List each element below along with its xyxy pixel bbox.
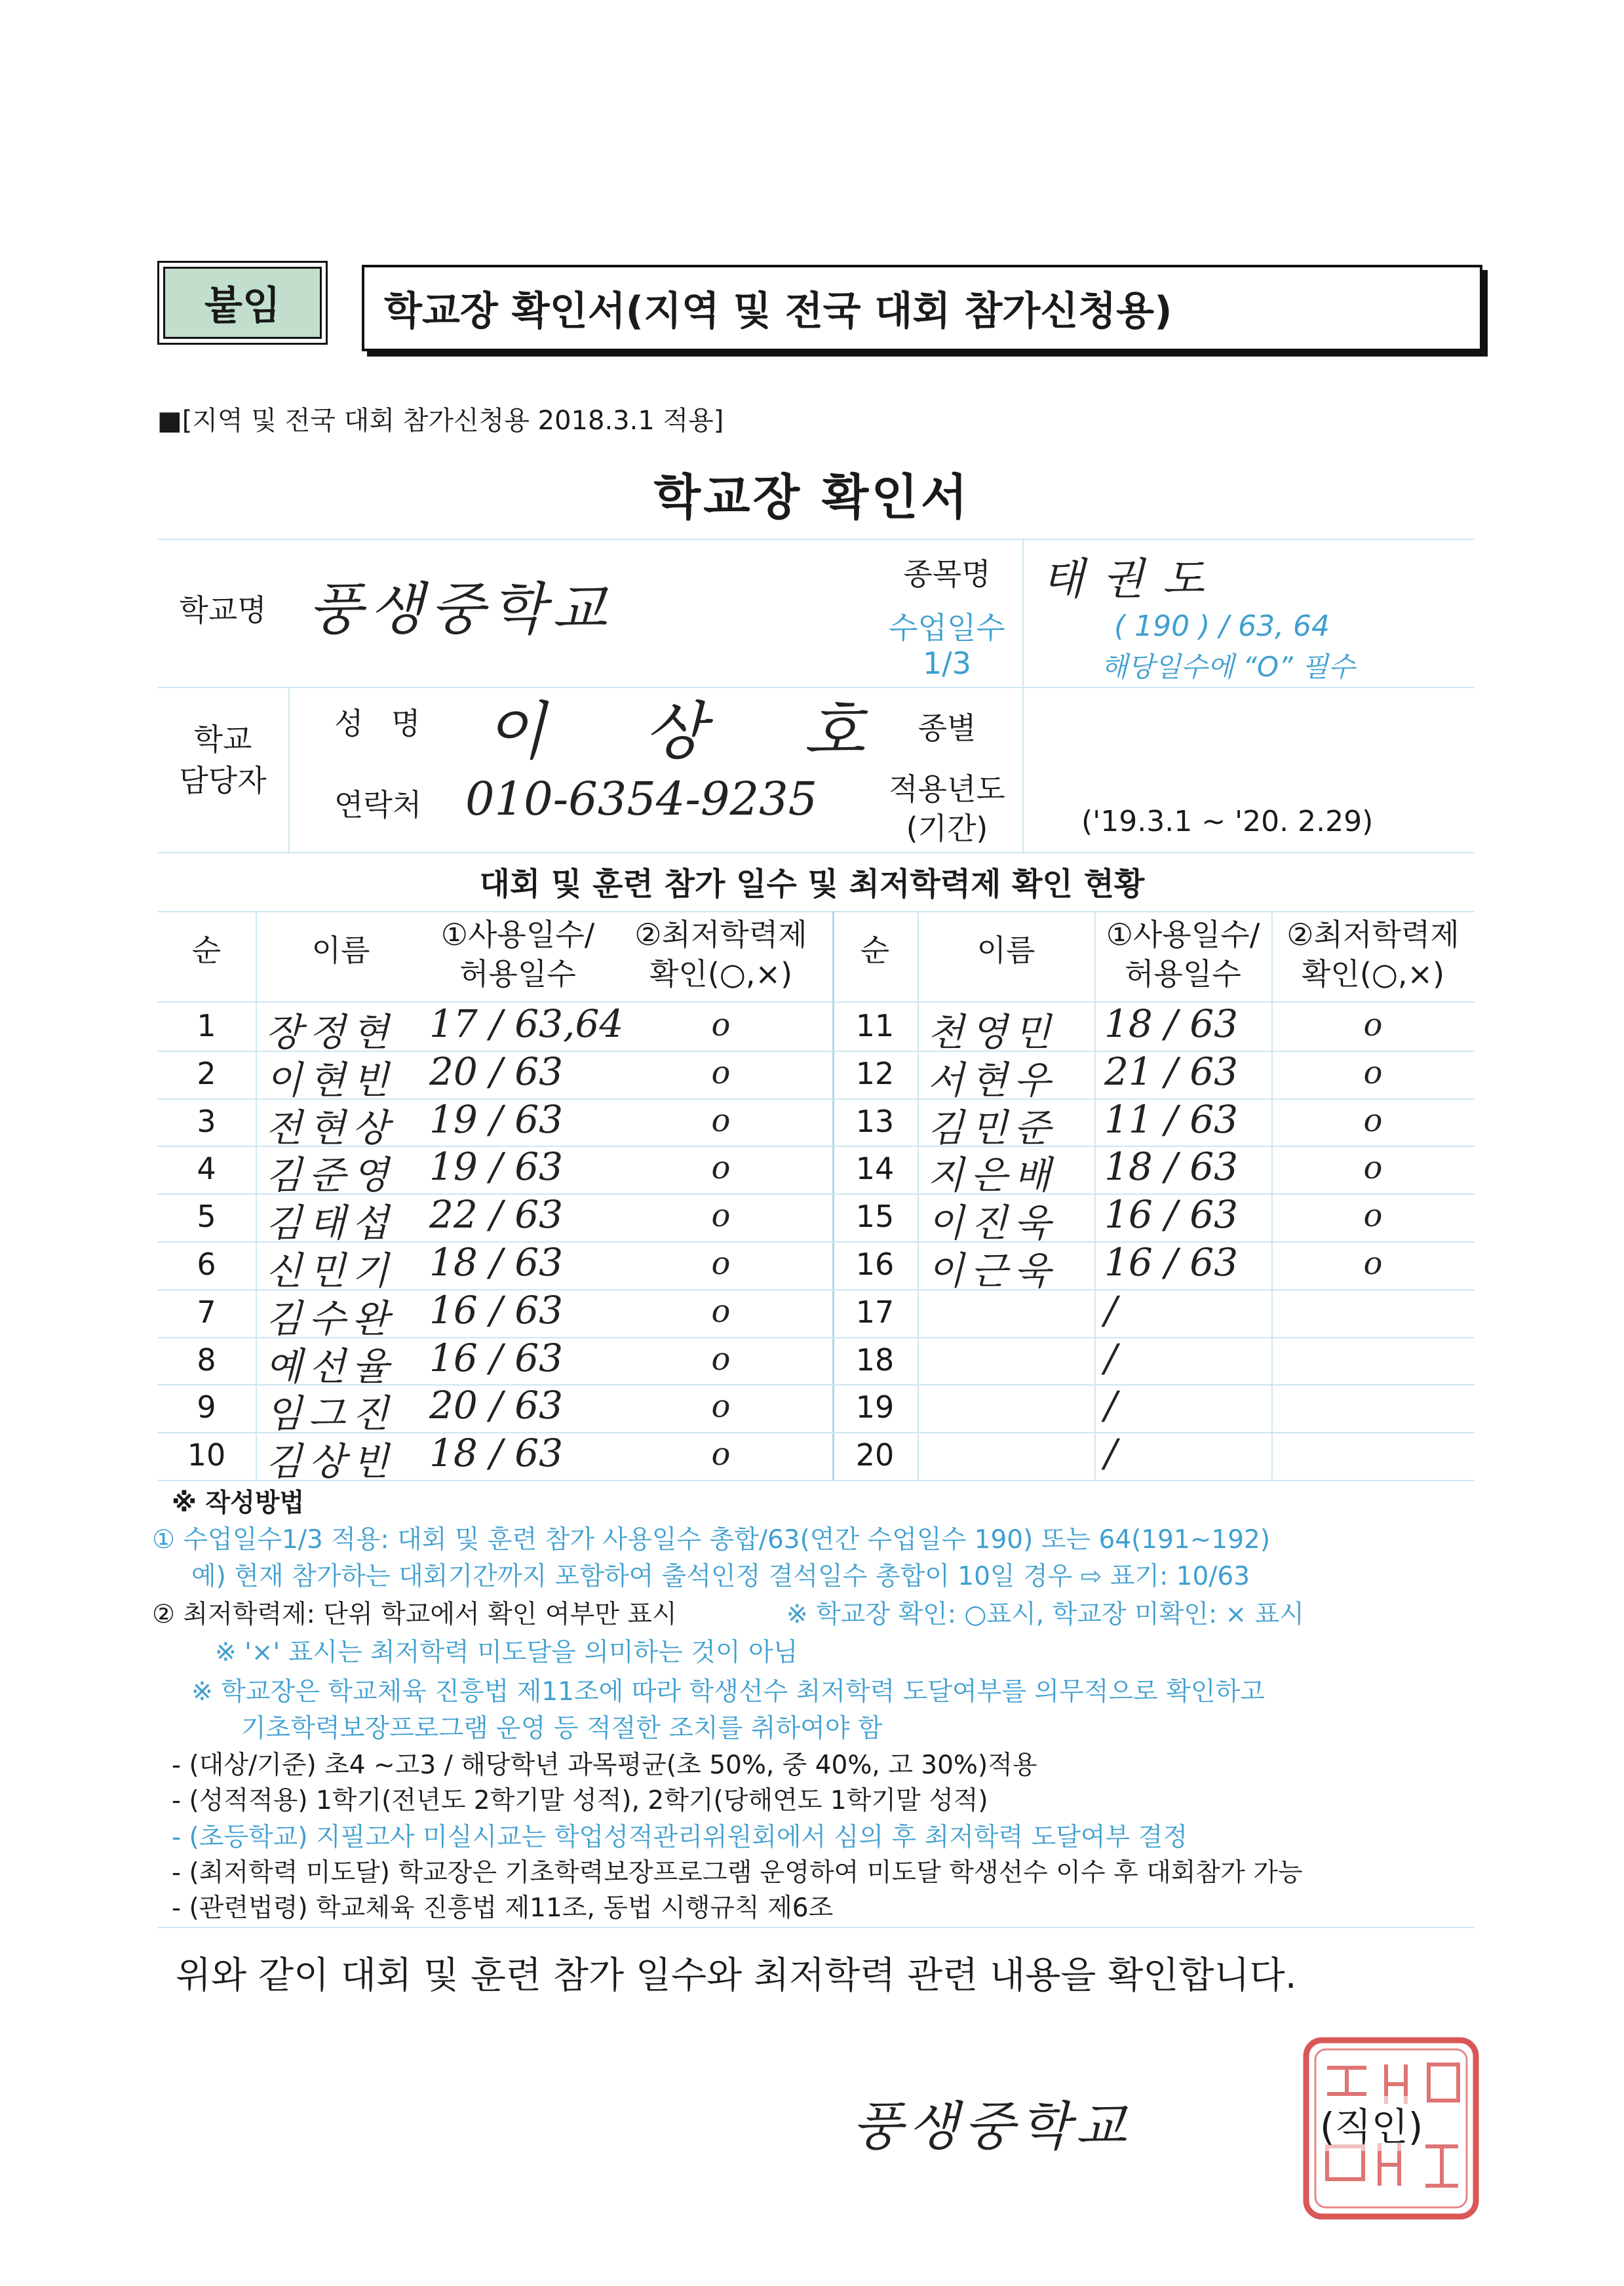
academic-check-mark: o [711,1007,731,1043]
used-days: 18 / 63 [1104,1001,1239,1046]
academic-check-mark: o [1363,1055,1383,1091]
student-name: 김태섭 [265,1201,396,1245]
note-4b: 기초학력보장프로그램 운영 등 적절한 조치를 취하여야 함 [241,1714,883,1743]
contact-label: 연락처 [334,787,422,823]
used-days: 22 / 63 [429,1192,564,1237]
student-name: 이진욱 [927,1201,1058,1245]
used-days: / [1104,1383,1117,1427]
academic-check-mark: o [711,1055,731,1091]
row-number: 20 [855,1437,895,1473]
sport-label: 종목명 [903,556,991,592]
used-days: 19 / 63 [429,1144,564,1189]
used-days: / [1104,1431,1117,1475]
contact-value: 010-6354-9235 [465,772,818,826]
detail-4: - (최저학력 미도달) 학교장은 기초학력보장프로그램 운영하여 미도달 학생선수 이수 후 대회참가 가능 [172,1858,1303,1888]
col-days-right-line1: ①사용일수/ [1106,917,1260,952]
used-days: 21 / 63 [1104,1049,1239,1094]
col-check-left-line2: 확인(○,×) [649,956,793,992]
col-days-left-line1: ①사용일수/ [440,917,595,952]
school-days-fraction: 1/3 [922,646,972,681]
student-name: 천영민 [927,1010,1058,1055]
school-name-value: 풍생중학교 [308,577,613,642]
academic-check-mark: o [711,1102,731,1139]
student-name: 장정현 [265,1010,396,1055]
col-name-right: 이름 [976,933,1035,968]
used-days: 17 / 63,64 [429,1001,624,1046]
attachment-badge-label: 붙임 [163,267,322,339]
student-name: 지은배 [927,1153,1058,1197]
year-label-line1: 적용년도 [889,771,1005,807]
used-days: 18 / 63 [1104,1144,1239,1189]
academic-check-mark: o [711,1341,731,1378]
row-number: 13 [855,1104,895,1139]
col-check-right-line1: ②최저학력제 [1286,917,1460,952]
academic-check-mark: o [711,1197,731,1234]
row-number: 4 [197,1151,216,1186]
seal-label: (직인) [1317,2096,1425,2151]
row-number: 3 [197,1104,216,1139]
detail-1: - (대상/기준) 초4 ~고3 / 해당학년 과목평균(초 50%, 중 40%, 고 30%)적용 [172,1751,1037,1780]
academic-check-mark: o [711,1293,731,1330]
academic-check-mark: o [711,1436,731,1473]
manager-name-label: 성 명 [334,706,430,741]
student-name: 이현빈 [265,1058,396,1102]
note-1a: ① 수업일수1/3 적용: 대회 및 훈련 참가 사용일수 총합/63(연간 수업일수 190) 또는 64(191~192) [152,1525,1271,1555]
col-name-left: 이름 [311,933,370,968]
col-days-right-line2: 허용일수 [1125,956,1241,992]
school-days-note: 해당일수에 “O” 필수 [1101,651,1355,683]
row-number: 6 [197,1247,216,1282]
school-days-label: 수업일수 [889,610,1005,646]
row-number: 9 [197,1389,216,1425]
student-name: 전현상 [265,1106,396,1150]
note-4a: ※ 학교장은 학교체육 진흥법 제11조에 따라 학생선수 최저학력 도달여부를 의무적으로 확인하고 [191,1677,1265,1707]
col-no-right: 순 [860,933,890,968]
confirmation-statement: 위와 같이 대회 및 훈련 참가 일수와 최저학력 관련 내용을 확인합니다. [176,1954,1297,1997]
row-number: 14 [855,1151,895,1186]
row-number: 16 [855,1247,895,1282]
row-number: 7 [197,1294,216,1330]
manager-name-value: 이 상 호 [485,695,904,768]
note-2a: ② 최저학력제: 단위 학교에서 확인 여부만 표시 [152,1600,677,1629]
manager-label-line2: 담당자 [179,763,267,798]
student-name: 김준영 [265,1153,396,1197]
year-label-line2: (기간) [906,811,988,846]
main-title: 학교장 확인서 [653,469,971,526]
col-check-left-line1: ②최저학력제 [634,917,807,952]
notes-heading: ※ 작성방법 [172,1488,305,1518]
used-days: 16 / 63 [1104,1192,1239,1237]
row-number: 12 [855,1056,895,1091]
category-label: 종별 [918,710,976,746]
row-number: 10 [187,1437,226,1473]
note-3: ※ '×' 표시는 최저학력 미도달을 의미하는 것이 아님 [215,1638,798,1667]
student-name: 임그진 [265,1391,396,1436]
detail-3: - (초등학교) 지필고사 미실시교는 학업성적관리위원회에서 심의 후 최저학력 도달여부 결정 [172,1823,1188,1852]
student-name: 김민준 [927,1106,1058,1150]
school-name-label: 학교명 [179,592,267,628]
row-number: 17 [855,1294,895,1330]
used-days: 16 / 63 [429,1336,564,1380]
school-days-value: ( 190 ) / 63, 64 [1114,610,1330,643]
row-number: 15 [855,1199,895,1234]
student-name: 김상빈 [265,1439,396,1484]
note-1b: 예) 현재 참가하는 대회기간까지 포함하여 출석인정 결석일수 총합이 10일 경우 ⇨ 표기: 10/63 [191,1562,1250,1591]
academic-check-mark: o [1363,1007,1383,1043]
col-no-left: 순 [191,933,222,968]
used-days: 11 / 63 [1104,1097,1239,1142]
used-days: 18 / 63 [429,1431,564,1475]
academic-check-mark: o [711,1150,731,1186]
document-title: 학교장 확인서(지역 및 전국 대회 참가신청용) [384,288,1172,334]
row-number: 1 [197,1008,216,1043]
used-days: 16 / 63 [1104,1240,1239,1285]
col-check-right-line2: 확인(○,×) [1301,956,1445,992]
row-number: 2 [197,1056,216,1091]
used-days: 18 / 63 [429,1240,564,1285]
table-title: 대회 및 훈련 참가 일수 및 최저학력제 확인 현황 [479,866,1145,902]
attachment-badge [157,261,328,345]
academic-check-mark: o [1363,1197,1383,1234]
academic-check-mark: o [1363,1150,1383,1186]
col-days-left-line2: 허용일수 [459,956,576,992]
student-name: 신민기 [265,1249,396,1293]
detail-5: - (관련법령) 학교체육 진흥법 제11조, 동법 시행규칙 제6조 [172,1893,834,1923]
used-days: 20 / 63 [429,1049,564,1094]
academic-check-mark: o [1363,1102,1383,1139]
row-number: 5 [197,1199,216,1234]
used-days: 16 / 63 [429,1288,564,1332]
sport-value: 태권도 [1042,554,1223,604]
row-number: 11 [855,1008,895,1043]
year-value: ('19.3.1 ~ '20. 2.29) [1081,805,1374,838]
note-2b: ※ 학교장 확인: ○표시, 학교장 미확인: × 표시 [786,1600,1304,1629]
used-days: 20 / 63 [429,1383,564,1427]
student-name: 김수완 [265,1296,396,1341]
academic-check-mark: o [1363,1245,1383,1282]
manager-label-line1: 학교 [193,722,252,757]
row-number: 8 [197,1342,216,1378]
student-name: 예선율 [265,1344,396,1389]
academic-check-mark: o [711,1245,731,1282]
used-days: / [1104,1336,1117,1380]
student-name: 이근욱 [927,1249,1058,1293]
row-number: 19 [855,1389,895,1425]
used-days: 19 / 63 [429,1097,564,1142]
school-signature: 풍생중학교 [852,2096,1132,2157]
student-name: 서현우 [927,1058,1058,1102]
form-subtitle: ■[지역 및 전국 대회 참가신청용 2018.3.1 적용] [157,406,724,436]
academic-check-mark: o [711,1388,731,1425]
document-title-box [362,265,1482,351]
used-days: / [1104,1288,1117,1332]
detail-2: - (성적적용) 1학기(전년도 2학기말 성적), 2학기(당해연도 1학기말 성적) [172,1786,988,1815]
row-number: 18 [855,1342,895,1378]
